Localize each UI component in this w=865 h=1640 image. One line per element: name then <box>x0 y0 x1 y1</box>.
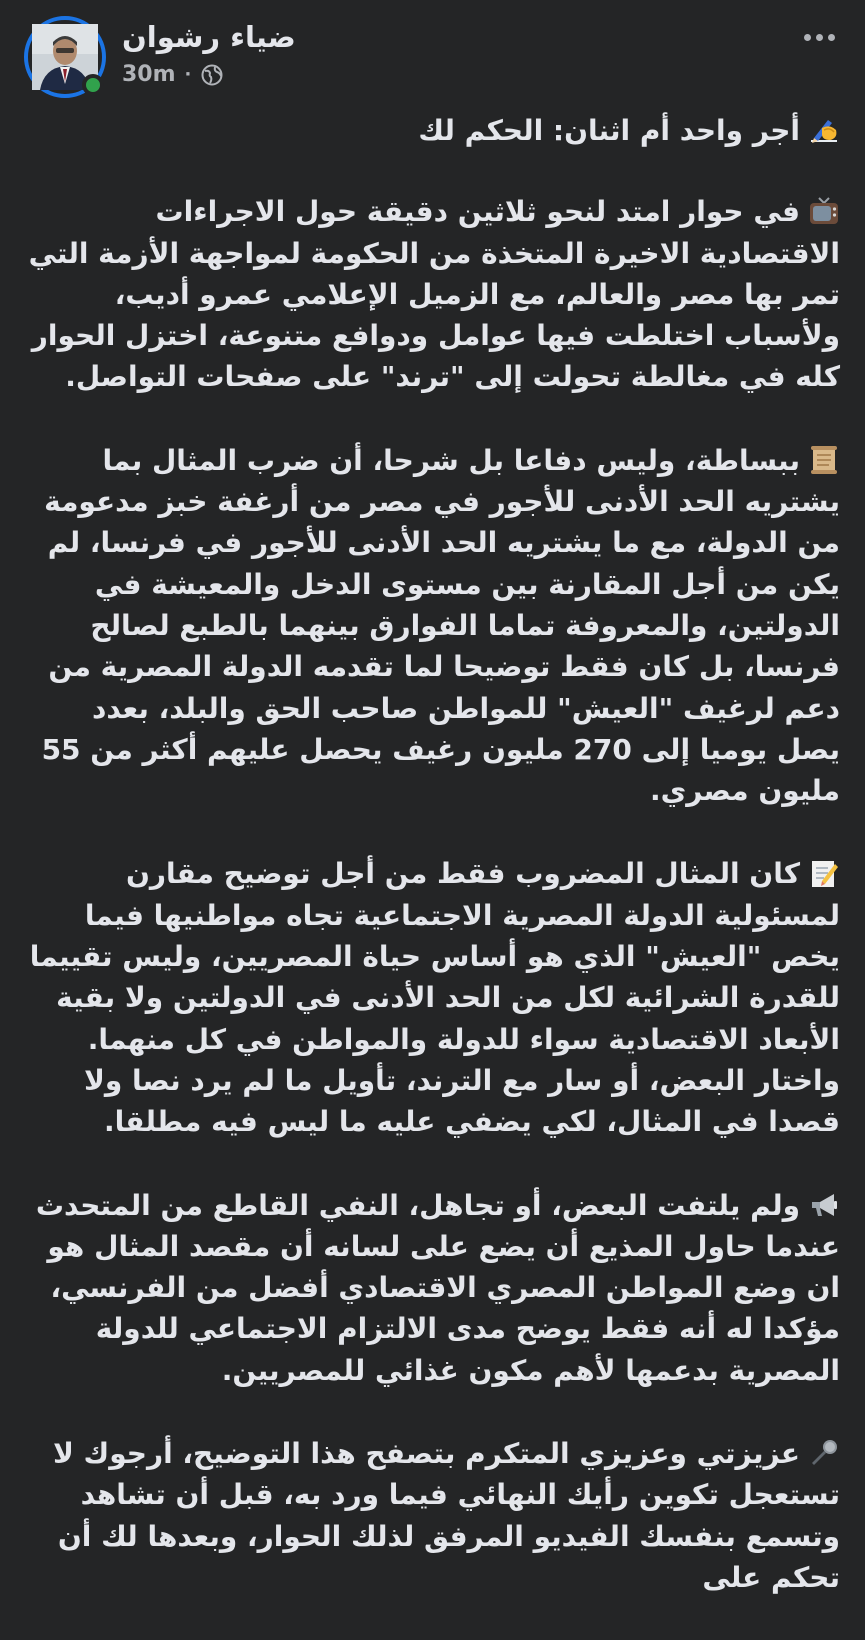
post-title-text: أجر واحد أم اثنان: الحكم لك <box>418 114 800 147</box>
scroll-icon <box>808 444 840 476</box>
more-horizontal-icon[interactable] <box>799 22 839 52</box>
more-dot <box>828 34 835 41</box>
post-paragraph <box>22 440 840 812</box>
more-dot <box>804 34 811 41</box>
tv-icon <box>808 195 840 227</box>
post-header <box>0 0 865 110</box>
author-name[interactable]: ضياء رشوان <box>122 20 296 54</box>
paragraph-text: ببساطة، وليس دفاعا بل شرحا، أن ضرب المثال بما يشتريه الحد الأدنى للأجور في مصر من أرغفة خبز مدعومة من الدولة، مع ما يشتريه الحد الأدنى للأجور في فرنسا، لم يكن من أجل المقارنة بين مستوى الدخل والمعيشة في الدولتين، والمعروفة تماما الفوارق بينهما بالطبع لصالح فرنسا، بل كان فقط توضيحا لما تقدمه الدولة المصرية من دعم لرغيف "العيش" للمواطن صاحب الحق والبلد، بعدد يصل يوميا إلى 270 مليون رغيف يحصل عليهم أكثر من 55 مليون مصري. <box>41 443 840 808</box>
post-paragraph <box>22 1433 840 1598</box>
post-paragraph <box>22 191 840 397</box>
memo-icon <box>808 857 840 889</box>
writing-hand-icon <box>808 114 840 146</box>
paragraph-text: كان المثال المضروب فقط من أجل توضيح مقارن لمسئولية الدولة المصرية الاجتماعية تجاه مواطنيها فيما يخص "العيش" الذي هو أساس حياة المصريين، وليس تقييما للقدرة الشرائية لكل من الحد الأدنى في الدولتين ولا بقية الأبعاد الاقتصادية سواء للدولة والمواطن في كل منهما. واختار البعض، أو سار مع الترند، تأويل ما لم يرد نصا ولا قصدا في المثال، لكي يضفي عليه ما ليس فيه مطلقا. <box>29 857 840 1139</box>
paragraph-text: ولم يلتفت البعض، أو تجاهل، النفي القاطع من المتحدث عندما حاول المذيع أن يضع على لسانه أن مقصد المثال هو ان وضع المواطن المصري الاقتصادي أفضل من الفرنسي، مؤكدا له أنه فقط يوضح مدى الالتزام الاجتماعي للدولة المصرية بدعمها لأهم مكون غذائي للمصريين. <box>35 1188 840 1387</box>
post-meta <box>122 62 224 87</box>
post-paragraph <box>22 1185 840 1391</box>
globe-icon[interactable] <box>200 63 224 87</box>
more-dot <box>816 34 823 41</box>
post-timestamp[interactable]: 30m <box>122 62 176 87</box>
paragraph-text: عزيزتي وعزيزي المتكرم بتصفح هذا التوضيح، أرجوك لا تستعجل تكوين رأيك النهائي فيما ورد به، قبل أن تشاهد وتسمع بنفسك الفيديو المرفق لذلك الحوار، وبعدها لك أن تحكم على <box>52 1437 840 1594</box>
post-body <box>22 110 840 1640</box>
paragraph-text: في حوار امتد لنحو ثلاثين دقيقة حول الاجراءات الاقتصادية الاخيرة المتخذة من الحكومة لمواجهة الأزمة التي تمر بها مصر والعالم، مع الزميل الإعلامي عمرو أديب، ولأسباب اختلطت فيها عوامل ودوافع متنوعة، اختزل الحوار كله في مغالطة تحولت إلى "ترند" على صفحات التواصل. <box>28 195 840 394</box>
megaphone-icon <box>808 1189 840 1221</box>
microphone-icon <box>808 1437 840 1469</box>
post-title <box>22 110 840 151</box>
online-status-dot <box>82 74 104 96</box>
author-avatar-ring[interactable] <box>24 16 106 98</box>
meta-separator: · <box>184 64 192 85</box>
post-paragraph <box>22 853 840 1142</box>
